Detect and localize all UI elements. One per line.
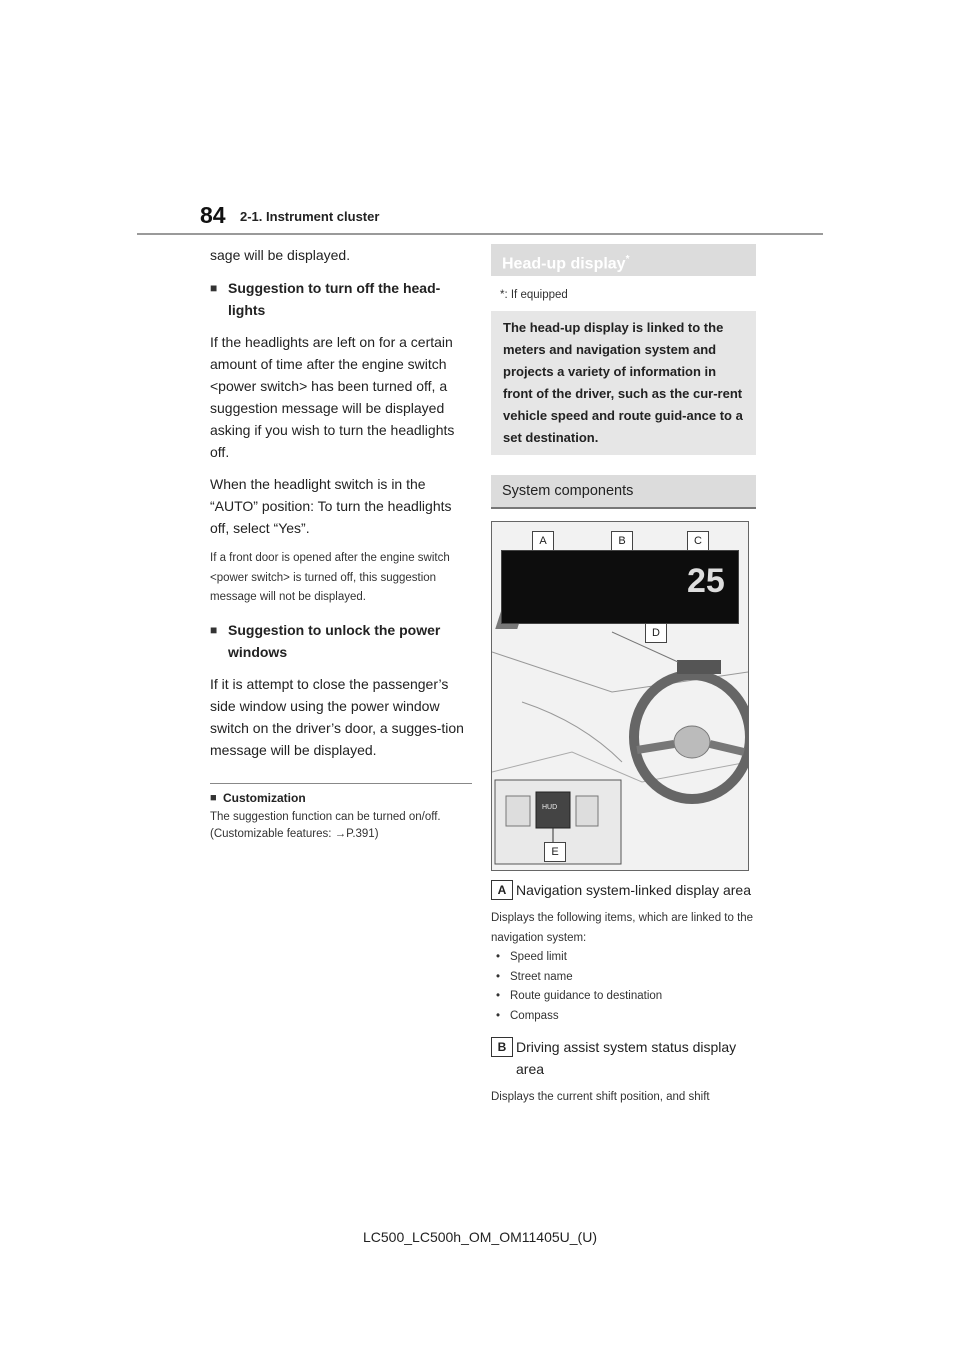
- headlights-body: If the headlights are left on for a certain amount of time after the engine switch <power switch> has been turned off, a suggestion message will be displayed asking if you wish to turn the headlights off.: [210, 334, 455, 460]
- components-section-bar: [491, 475, 756, 509]
- components-title: System components: [502, 483, 634, 499]
- item-b-desc: Displays the current shift position, and shift: [491, 1091, 710, 1103]
- figure-label-b: B: [611, 531, 633, 551]
- square-bullet-icon: ■: [210, 622, 218, 637]
- hud-illustration: [491, 521, 749, 871]
- footnote: *: If equipped: [500, 289, 568, 301]
- figure-label-e: E: [544, 842, 566, 862]
- windows-title: Suggestion to unlock the power windows: [228, 621, 441, 660]
- square-bullet-icon: ■: [210, 281, 218, 295]
- item-a-intro: Displays the following items, which are linked to the navigation system:: [491, 912, 754, 944]
- badge-a: A: [491, 880, 513, 900]
- list-item: • Street name: [496, 968, 756, 988]
- figure-label-d: D: [645, 623, 667, 643]
- asterisk: *: [625, 254, 630, 265]
- summary-box: The head-up display is linked to the meters and navigation system and projects a variety of information in front of the driver, such as the cur-rent vehicle speed and route guid-ance to a set destination.: [491, 311, 756, 455]
- headlights-title: Suggestion to turn off the head-lights: [228, 280, 441, 318]
- hud-speed: 25: [687, 562, 725, 600]
- page-number: 84: [200, 202, 226, 228]
- list-item: • Speed limit: [496, 948, 756, 968]
- section-title: 2-1. Instrument cluster: [240, 209, 380, 224]
- hud-button-label: HUD: [542, 804, 558, 811]
- right-column: [491, 244, 756, 1108]
- list-item: • Compass: [496, 1007, 756, 1027]
- windows-body: If it is attempt to close the passenger’s side window using the power window switch on the driver’s door, a sugges-tion message will be displayed.: [210, 675, 464, 758]
- badge-b: B: [491, 1037, 513, 1057]
- hud-title: Head-up display: [502, 255, 626, 273]
- divider: [210, 783, 472, 784]
- continued-text: sage will be displayed.: [210, 247, 351, 263]
- figure-label-c: C: [687, 531, 709, 551]
- headlights-heading: [210, 277, 472, 321]
- square-bullet-icon: ■: [210, 791, 217, 804]
- item-b-title: Driving assist system status display area: [516, 1039, 737, 1077]
- door-note: If a front door is opened after the engine switch <power switch> is turned off, this suggestion message will not be displayed.: [210, 552, 450, 603]
- item-a-title: Navigation system-linked display area: [516, 882, 751, 898]
- customization-heading: [210, 791, 472, 805]
- item-a-bullets: [491, 948, 756, 1026]
- hud-section-bar: [491, 244, 756, 276]
- header-rule: [137, 233, 823, 235]
- left-column: [210, 244, 472, 843]
- auto-body: When the headlight switch is in the “AUTO” position: To turn the headlights off, select “Yes”.: [210, 476, 452, 536]
- windows-heading: [210, 619, 472, 663]
- footer-code: LC500_LC500h_OM_OM11405U_(U): [363, 1229, 597, 1245]
- item-a: [491, 879, 756, 901]
- customization-title: Customization: [223, 790, 306, 805]
- customization-body: The suggestion function can be turned on/off. (Customizable features: →P.391): [210, 810, 441, 840]
- list-item: • Route guidance to destination: [496, 987, 756, 1007]
- item-b: [491, 1036, 756, 1080]
- figure-label-a: A: [532, 531, 554, 551]
